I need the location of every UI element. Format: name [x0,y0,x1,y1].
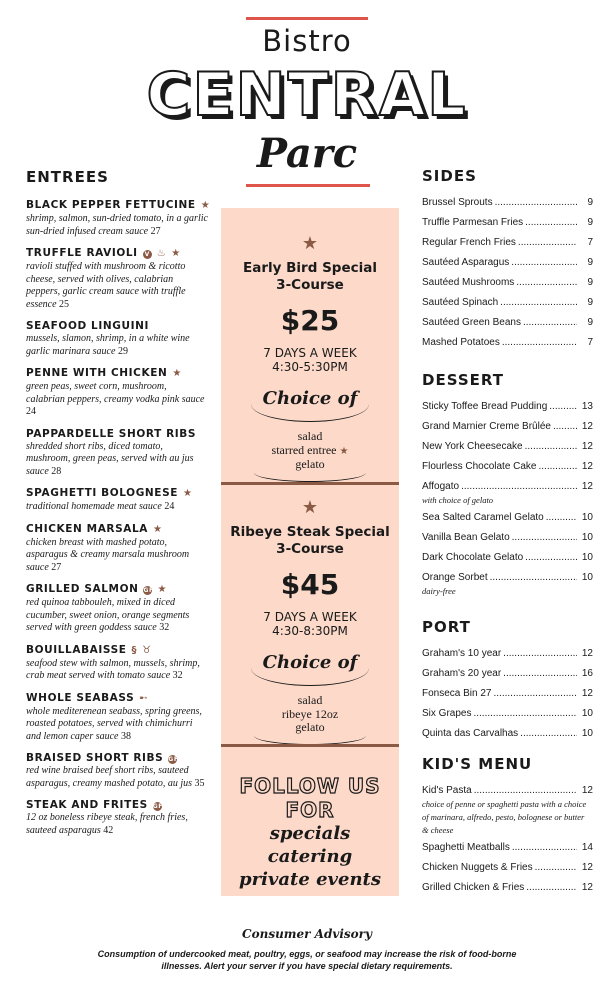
menu-item [422,687,593,707]
choice-of-label: Choice of [262,388,358,409]
item-note: dairy-free [422,586,456,596]
follow-us-heading: FOLLOW US FOR [239,774,381,822]
special-title-line1: Ribeye Steak Special [230,524,390,540]
entree-name: TRUFFLE RAVIOLI V ♨ ★ [26,247,181,259]
leader-dots [526,881,577,894]
item-price: 12 [581,461,593,472]
specials-panel [221,208,399,896]
item-price: 9 [587,277,593,288]
entree-description: 12 oz boneless ribeye steak, french fries, sauteed asparagus 42 [26,812,188,836]
entree-price: 42 [103,824,114,836]
leader-dots [503,647,577,660]
choice-of-label: Choice of [262,652,358,673]
special-time: 4:30-8:30PM [272,624,348,638]
leader-dots [539,460,578,473]
special-days: 7 DAYS A WEEK [263,346,357,360]
header-bottom-rule [246,184,370,187]
choice-of-banner [251,388,369,424]
item-price: 12 [581,648,593,659]
leader-dots [511,256,577,269]
leader-dots [549,400,577,413]
port-title: PORT [422,618,471,636]
item-price: 12 [581,785,593,796]
inclusion-item: salad [297,429,323,443]
entree-item [26,366,208,419]
special-inclusions [221,694,399,735]
follow-us-block [221,774,399,891]
sides-list [422,196,593,356]
choice-of-banner [251,652,369,688]
item-name: Truffle Parmesan Fries [422,217,524,228]
advisory-text: Consumption of undercooked meat, poultry, eggs, or seafood may increase the risk of food-borne illnesses. Alert your server if you have special dietary requirements. [97,949,517,971]
entree-name: STEAK AND FRITES GF [26,799,163,811]
menu-item [422,420,593,440]
special-hours [221,610,399,638]
follow-item: specials [269,823,351,844]
leader-dots [461,480,577,493]
logo-bistro: Bistro [262,24,352,58]
item-price: 9 [587,317,593,328]
entree-description: green peas, sweet corn, mushroom, calabrian peppers, creamy vodka pink sauce 24 [26,381,205,417]
item-price: 16 [581,668,593,679]
star-icon: ★ [157,584,168,595]
leader-dots [553,420,577,433]
star-icon: ★ [153,523,163,535]
entree-description: red quinoa tabbouleh, mixed in diced cucumber, sweet onion, orange segments served with green goddess sauce 32 [26,597,190,633]
entree-price: 29 [117,345,128,357]
leader-dots [503,667,577,680]
gluten-free-icon: GF [143,587,154,594]
pork-icon: ♉ [142,644,152,656]
leader-dots [490,571,577,584]
menu-item [422,861,593,881]
entree-description: shredded short ribs, diced tomato, mushroom, green peas, served with au jus sauce 28 [26,440,194,477]
special-days: 7 DAYS A WEEK [263,610,357,624]
item-price: 12 [581,421,593,432]
menu-item [422,256,593,276]
menu-item [422,531,593,551]
dessert-section [422,371,593,602]
menu-item [422,440,593,460]
item-name: Vanilla Bean Gelato [422,532,510,543]
star-icon: ★ [301,497,319,517]
leader-dots [525,216,577,229]
dessert-title: DESSERT [422,371,504,389]
entree-price: 27 [51,561,62,573]
menu-item [422,647,593,667]
entree-item [26,486,208,514]
special-title [221,524,399,558]
item-price: 10 [581,552,593,563]
port-list [422,647,593,747]
special-title-line2: 3-Course [276,541,344,557]
menu-item [422,296,593,316]
kids-section [422,755,593,901]
star-icon: ★ [171,248,181,259]
special-time: 4:30-5:30PM [272,360,348,374]
menu-item [422,881,593,901]
spicy-icon: ♨ [156,248,167,259]
item-price: 14 [581,842,593,853]
entree-item [26,751,208,790]
entree-price: 28 [51,465,62,477]
entree-item [26,198,211,238]
leader-dots [512,531,577,544]
advisory-title: Consumer Advisory [242,927,372,941]
leader-dots [525,551,577,564]
special-title-line2: 3-Course [276,277,344,293]
item-price: 7 [587,237,593,248]
special-early-bird [221,234,399,482]
special-inclusions [221,430,399,472]
item-price: 12 [581,481,593,492]
kids-list [422,784,593,901]
entree-item [26,582,208,635]
inclusion-item: salad [297,693,323,707]
item-name: Sautéed Asparagus [422,257,510,268]
special-price: $45 [280,568,340,601]
item-name: Kid's Pasta [422,785,472,796]
item-note: choice of penne or spaghetti pasta with a choice of marinara, alfredo, pesto, bolognese or butter & cheese [422,799,587,835]
entree-description: traditional homemade meat sauce 24 [26,501,175,512]
dessert-list [422,400,593,598]
item-name: Sautéed Mushrooms [422,277,515,288]
item-price: 12 [581,441,593,452]
item-name: Sticky Toffee Bread Pudding [422,401,548,412]
entree-name: BLACK PEPPER FETTUCINE ★ [26,199,211,211]
special-ribeye [221,498,399,745]
item-name: Flourless Chocolate Cake [422,461,537,472]
leader-dots [495,196,577,209]
header-top-rule [246,17,368,20]
entree-description: ravioli stuffed with mushroom & ricotto cheese, served with olives, calabrian peppers, garlic cream sauce with truffle essence 25 [26,261,186,310]
entree-price: 32 [159,622,170,633]
special-title [221,260,399,294]
entree-name: WHOLE SEABASS ➸ [26,691,149,704]
vegetarian-icon: V [144,251,150,258]
leader-dots [473,707,577,720]
leader-dots [546,511,577,524]
menu-item [422,511,593,531]
entree-description: mussels, slamon, shrimp, in a white wine garlic marinara sauce 29 [26,333,190,357]
entree-name: PENNE WITH CHICKEN ★ [26,367,182,379]
star-icon: ★ [301,233,319,253]
leader-dots [535,861,577,874]
leader-dots [523,316,577,329]
star-icon: ★ [172,368,182,379]
item-price: 13 [581,401,593,412]
panel-divider [221,744,399,747]
entree-item [26,691,208,744]
entree-description: red wine braised beef short ribs, sauteed asparagus, creamy mashed potato, au jus 35 [26,765,205,789]
item-name: Quinta das Carvalhas [422,728,519,739]
logo-parc: Parc [256,130,358,177]
leader-dots [516,276,577,289]
leader-dots [494,687,578,700]
menu-item [422,460,593,480]
item-price: 12 [581,688,593,699]
entree-price: 35 [194,777,205,789]
entree-price: 32 [172,670,183,681]
item-name: Six Grapes [422,708,472,719]
menu-item [422,216,593,236]
menu-item [422,707,593,727]
star-icon: ★ [339,445,349,457]
menu-item [422,316,593,336]
entree-item [26,427,208,479]
item-name: Mashed Potatoes [422,337,500,348]
entree-price: 24 [164,501,175,512]
entree-item [26,798,208,837]
leader-dots [512,841,577,854]
entree-item [26,246,208,311]
entree-name: SPAGHETTI BOLOGNESE ★ [26,487,193,499]
item-price: 7 [587,337,593,348]
entree-price: 24 [26,406,36,417]
shellfish-icon: § [131,644,138,656]
item-name: Sautéed Green Beans [422,317,521,328]
entree-name: CHICKEN MARSALA ★ [26,522,163,535]
item-name: Spaghetti Meatballs [422,842,510,853]
leader-dots [525,440,577,453]
menu-item [422,236,593,256]
item-price: 10 [581,532,593,543]
sides-section [422,167,593,356]
entree-item [26,643,208,683]
item-price: 10 [581,728,593,739]
menu-item [422,276,593,296]
item-name: Orange Sorbet [422,572,488,583]
entree-price: 27 [150,225,161,237]
item-price: 9 [587,217,593,228]
logo-central: CENTRAL [146,60,468,130]
item-price: 12 [581,882,593,893]
entree-name: SEAFOOD LINGUINI [26,320,149,332]
star-icon: ★ [183,488,193,499]
menu-item [422,551,593,571]
item-name: Chicken Nuggets & Fries [422,862,533,873]
entree-name: BOUILLABAISSE § ♉ [26,643,152,656]
inclusions-bottom-curve [254,472,366,482]
entree-price: 25 [59,298,70,310]
fish-icon: ➸ [139,692,149,704]
item-name: Grand Marnier Creme Brûlée [422,421,551,432]
leader-dots [502,336,577,349]
item-price: 10 [581,708,593,719]
entrees-section [26,168,211,845]
special-price: $25 [280,304,340,337]
item-price: 10 [581,572,593,583]
item-name: New York Cheesecake [422,441,523,452]
item-name: Grilled Chicken & Fries [422,882,525,893]
inclusions-bottom-curve [254,735,366,745]
menu-item [422,727,593,747]
entree-description: seafood stew with salmon, mussels, shrimp, crab meat served with tomato sauce 32 [26,657,200,681]
entree-description: chicken breast with mashed potato, asparagus & creamy marsala mushroom sauce 27 [26,536,190,573]
entree-description: whole mediterenean seabass, spring greens, roasted potatoes, served with chimichurri and lemon caper sauce 38 [26,705,202,742]
inclusion-item: ribeye 12oz [281,706,339,721]
item-price: 9 [587,197,593,208]
entree-price: 38 [120,730,131,742]
entrees-list [26,198,211,837]
entree-item [26,522,208,575]
item-name: Graham's 20 year [422,668,502,679]
item-price: 9 [587,257,593,268]
item-name: Regular French Fries [422,237,516,248]
item-name: Graham's 10 year [422,648,502,659]
port-section [422,618,593,747]
item-name: Fonseca Bin 27 [422,688,492,699]
special-hours [221,346,399,374]
item-name: Brussel Sprouts [422,197,493,208]
leader-dots [518,236,577,249]
menu-item [422,667,593,687]
gluten-free-icon: GF [168,756,179,763]
follow-item: catering [267,846,353,867]
item-price: 12 [581,862,593,873]
menu-item [422,196,593,216]
sides-title: SIDES [422,167,477,185]
leader-dots [520,727,577,740]
inclusion-item: gelato [295,457,325,471]
menu-item [422,841,593,861]
entree-name: BRAISED SHORT RIBS GF [26,752,179,764]
inclusion-item: gelato [295,720,325,734]
special-title-line1: Early Bird Special [243,260,377,276]
panel-divider [221,482,399,485]
entrees-title: ENTREES [26,168,109,186]
leader-dots [474,784,577,797]
entree-item [26,319,208,358]
entree-description: shrimp, salmon, sun-dried tomato, in a garlic sun-dried infused cream sauce 27 [26,213,208,237]
item-name: Sautéed Spinach [422,297,499,308]
follow-item: private events [239,869,381,890]
item-name: Sea Salted Caramel Gelato [422,512,544,523]
gluten-free-icon: GF [152,803,163,810]
kids-title: KID'S MENU [422,755,533,773]
entree-name: PAPPARDELLE SHORT RIBS [26,427,197,440]
leader-dots [500,296,577,309]
item-name: Dark Chocolate Gelato [422,552,524,563]
item-price: 9 [587,297,593,308]
inclusion-item: starred entree ★ [271,442,349,457]
item-name: Affogato [422,481,460,492]
item-price: 10 [581,512,593,523]
item-note: with choice of gelato [422,495,494,505]
menu-item [422,336,593,356]
star-icon: ★ [200,200,211,211]
entree-name: GRILLED SALMON GF ★ [26,583,168,595]
menu-item [422,400,593,420]
